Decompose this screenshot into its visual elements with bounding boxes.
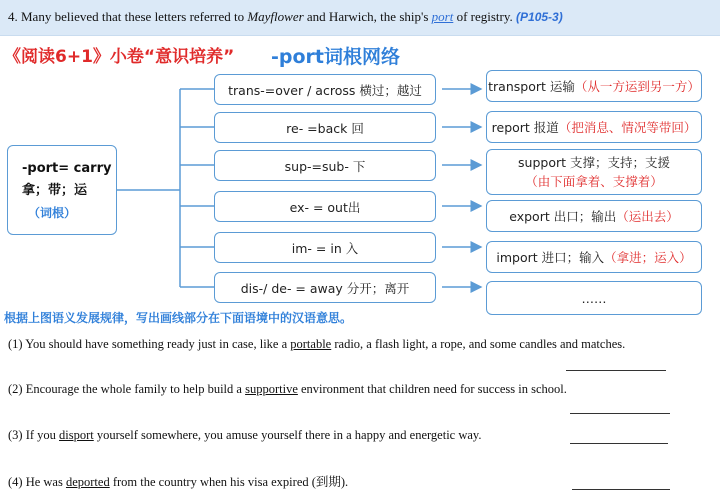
word-main: …… <box>581 290 607 306</box>
section-title-blue: -port词根网络 <box>271 46 400 68</box>
question-target-word: supportive <box>245 382 298 396</box>
prefix-text: re- =back 回 <box>286 120 364 136</box>
instruction-text: 根据上图语义发展规律，写出画线部分在下面语境中的汉语意思。 <box>4 311 353 325</box>
word-main: import 进口；输入 <box>496 250 605 265</box>
question-1 <box>8 337 625 352</box>
prefix-text: im- = in 入 <box>291 240 359 256</box>
question-4 <box>8 472 348 490</box>
question-text: If you <box>25 428 56 442</box>
sentence-part-2: and Harwich, the ship's <box>306 9 429 24</box>
word-box-transport <box>486 70 702 102</box>
question-2 <box>8 382 567 397</box>
question-text: You should have something ready just in case, like a <box>25 337 288 351</box>
sentence-part-1: Many believed that these letters referred to <box>21 9 245 24</box>
question-text: radio, a flash light, a rope, and some candles and matches. <box>334 337 626 351</box>
prefix-box-ex <box>214 191 436 222</box>
prefix-text: ex- = out出 <box>289 199 361 215</box>
word-note: （从一方运到另一方） <box>574 79 700 94</box>
word-box-import <box>486 241 702 273</box>
word-main: export 出口；输出 <box>509 209 617 224</box>
answer-blank-1[interactable] <box>566 370 666 371</box>
sentence-reference: (P105-3) <box>516 10 563 24</box>
question-target-word: deported <box>65 475 110 489</box>
sentence-port-word: port <box>431 9 454 24</box>
root-box <box>7 145 117 235</box>
word-note: （由下面拿着、支撑着） <box>525 174 663 189</box>
word-main: transport 运输 <box>488 79 575 94</box>
question-number: (4) <box>8 475 23 489</box>
question-target-word: portable <box>290 337 332 351</box>
prefix-text: trans-=over / across 横过；越过 <box>228 82 422 98</box>
answer-blank-3[interactable] <box>570 443 668 444</box>
prefix-text: sup-=sub- 下 <box>284 158 366 174</box>
question-number: (3) <box>8 428 23 442</box>
question-3 <box>8 428 481 443</box>
answer-blank-2[interactable] <box>570 413 670 414</box>
sentence-number: 4. <box>8 9 18 24</box>
root-label: （词根） <box>28 206 77 220</box>
root-definition: -port= carry <box>22 161 112 176</box>
question-text: from the country when his visa expired (到期). <box>112 475 349 489</box>
word-main: report 报道 <box>491 120 559 135</box>
answer-blank-4[interactable] <box>572 489 670 490</box>
prefix-box-im <box>214 232 436 263</box>
root-meaning: 拿；带；运 <box>22 183 88 198</box>
question-number: (1) <box>8 337 23 351</box>
prefix-box-re <box>214 112 436 143</box>
question-text: Encourage the whole family to help build a <box>25 382 242 396</box>
section-title-red: 《阅读6+1》小卷“意识培养” <box>4 47 235 67</box>
word-box-report <box>486 111 702 143</box>
word-box-export <box>486 200 702 232</box>
question-text: yourself somewhere, you amuse yourself there in a happy and energetic way. <box>96 428 482 442</box>
question-number: (2) <box>8 382 23 396</box>
word-note: （把消息、情况等带回） <box>558 120 697 135</box>
prefix-box-dis <box>214 272 436 303</box>
word-box-support <box>486 149 702 195</box>
question-target-word: disport <box>59 428 94 442</box>
word-box-more <box>486 281 702 315</box>
question-text: He was <box>25 475 63 489</box>
prefix-box-sup <box>214 150 436 181</box>
sentence-mayflower: Mayflower <box>247 9 304 24</box>
word-note: （运出去） <box>616 209 679 224</box>
word-note: （拿进；运入） <box>604 250 692 265</box>
prefix-box-trans <box>214 74 436 105</box>
sentence-part-3: of registry. <box>456 9 513 24</box>
question-text: environment that children need for success in school. <box>301 382 567 396</box>
prefix-text: dis-/ de- = away 分开；离开 <box>240 280 410 296</box>
word-main: support 支撑；支持；支援 <box>518 155 670 170</box>
